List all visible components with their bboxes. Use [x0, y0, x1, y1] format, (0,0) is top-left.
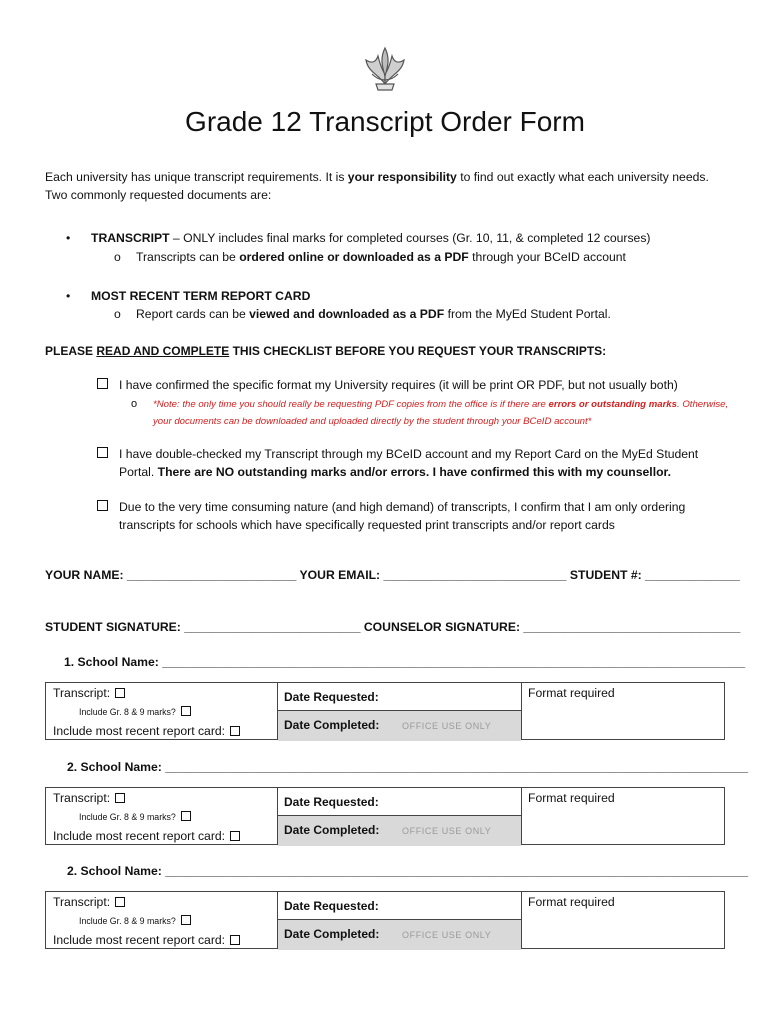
- format-required-label: Format required: [528, 791, 615, 805]
- school-table-3: [45, 891, 725, 949]
- date-requested-label: Date Requested:: [284, 690, 379, 704]
- include-gr-option[interactable]: Include Gr. 8 & 9 marks?: [79, 915, 191, 926]
- school-name-3[interactable]: 2. School Name: ______________________________________________________________________________________: [67, 864, 749, 878]
- format-required-label: Format required: [528, 895, 615, 909]
- student-info-line[interactable]: YOUR NAME: _________________________ YOUR EMAIL: ___________________________ STUDENT #: ______________: [45, 568, 740, 582]
- checkbox-icon[interactable]: [230, 831, 240, 841]
- office-use-label: OFFICE USE ONLY: [402, 930, 492, 940]
- format-cell[interactable]: [522, 683, 726, 739]
- page-title: Grade 12 Transcript Order Form: [185, 106, 585, 137]
- checkbox-icon[interactable]: [115, 897, 125, 907]
- date-completed-label: Date Completed:: [284, 718, 380, 732]
- include-report-option[interactable]: Include most recent report card:: [53, 933, 240, 947]
- date-completed-label: Date Completed:: [284, 927, 380, 941]
- include-report-option[interactable]: Include most recent report card:: [53, 829, 240, 843]
- office-use-label: OFFICE USE ONLY: [402, 826, 492, 836]
- checkbox-icon[interactable]: [115, 688, 125, 698]
- checkbox-icon[interactable]: [181, 915, 191, 925]
- include-gr-option[interactable]: Include Gr. 8 & 9 marks?: [79, 811, 191, 822]
- date-requested-label: Date Requested:: [284, 899, 379, 913]
- transcript-option[interactable]: Transcript:: [53, 791, 125, 805]
- include-report-option[interactable]: Include most recent report card:: [53, 724, 240, 738]
- options-cell: [46, 683, 278, 739]
- school-name-2[interactable]: 2. School Name: ______________________________________________________________________________________: [67, 760, 749, 774]
- intro-paragraph: Each university has unique transcript requirements. It is your responsibility to find out exactly what each university needs. Two commonly requested documents are:: [45, 170, 709, 202]
- transcript-option[interactable]: Transcript:: [53, 686, 125, 700]
- checkbox-icon[interactable]: [181, 811, 191, 821]
- dates-cell: [278, 892, 522, 948]
- dates-cell: [278, 788, 522, 844]
- checklist-heading: PLEASE READ AND COMPLETE THIS CHECKLIST BEFORE YOU REQUEST YOUR TRANSCRIPTS:: [45, 344, 607, 358]
- checkbox-icon[interactable]: [115, 793, 125, 803]
- options-cell: [46, 788, 278, 844]
- checkbox-icon[interactable]: [97, 500, 108, 511]
- transcript-order-form: Grade 12 Transcript Order Form Each university has unique transcript requirements. It is your responsibility to find out exactly what each university needs. Two commonly requested documents are: • TRANSCRIPT – ONLY includes final marks for completed courses (Gr. 10, 11, & completed 12 courses) o Transcripts can be ordered online or downloaded as a PDF through your BCeID account • MOST RECENT TERM REPORT CARD o Report cards can be viewed and downloaded as a PDF from the MyEd Student Portal. PLEASE READ AND COMPLETE THIS CHECKLIST BEFORE YOU REQUEST YOUR TRANSCRIPTS: I have confirmed the specific format my University requires (it will be print OR PDF, but not usually both) o *Note: the only time you should really be requesting PDF copies from the office is if there are errors or outstanding marks. Otherwise, your documents can be downloaded and uploaded directly by the student through your BCeID account* I have double-checked my Transcript through my BCeID account and my Report Card on the MyEd Student Portal. There are NO outstanding marks and/or errors. I have confirmed this with my counsellor. Due to the very time consuming nature (and high demand) of transcripts, I confirm that I am only ordering transcripts for schools which have specifically requested print transcripts and/or report cards YOUR NAME: _________________________ YOUR EMAIL: ___________________________ STUDENT #: ______________ STUDENT SIGNATURE: __________________________ COUNSELOR SIGNATURE: ________________________________ 1. School Name: ______________________________________________________________________________________ Transcript: Include Gr. 8 & 9 marks? Include most recent report card: Date Requested: Date Completed: OFFICE USE ONLY Format required 2. School Name: ______________________________________________________________________________________ Transcript: Include Gr. 8 & 9 marks? Include most recent report card: Date Requested: Date Completed: OFFICE USE ONLY Format required 2. School Name: ______________________________________________________________________________________ Transcript: Include Gr. 8 & 9 marks? Include most recent report card: Date Requested: Date Completed: OFFICE USE ONLY Format required: [0, 0, 770, 1024]
- school-crest-icon: [358, 44, 412, 92]
- date-requested-label: Date Requested:: [284, 795, 379, 809]
- checkbox-icon[interactable]: [230, 935, 240, 945]
- signature-line[interactable]: STUDENT SIGNATURE: __________________________ COUNSELOR SIGNATURE: ________________________________: [45, 620, 741, 634]
- format-required-label: Format required: [528, 686, 615, 700]
- dates-cell: [278, 683, 522, 739]
- school-table-1: [45, 682, 725, 740]
- format-cell[interactable]: [522, 892, 726, 948]
- options-cell: [46, 892, 278, 948]
- checkbox-icon[interactable]: [181, 706, 191, 716]
- checkbox-icon[interactable]: [97, 378, 108, 389]
- date-completed-label: Date Completed:: [284, 823, 380, 837]
- office-use-label: OFFICE USE ONLY: [402, 721, 492, 731]
- include-gr-option[interactable]: Include Gr. 8 & 9 marks?: [79, 706, 191, 717]
- school-table-2: [45, 787, 725, 845]
- checkbox-icon[interactable]: [97, 447, 108, 458]
- transcript-option[interactable]: Transcript:: [53, 895, 125, 909]
- checkbox-icon[interactable]: [230, 726, 240, 736]
- format-cell[interactable]: [522, 788, 726, 844]
- school-name-1[interactable]: 1. School Name: ______________________________________________________________________________________: [64, 655, 746, 669]
